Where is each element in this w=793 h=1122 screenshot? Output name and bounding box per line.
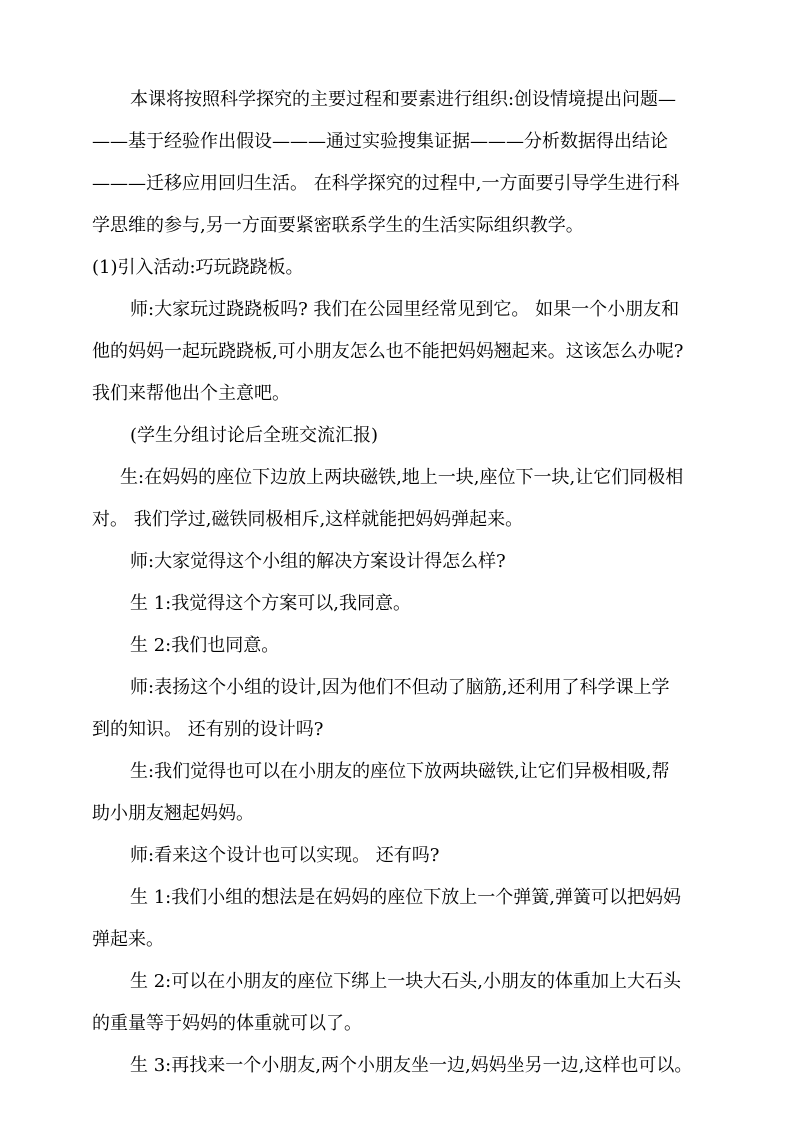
text-line: ———迁移应用回归生活。 在科学探究的过程中,一方面要引导学生进行科 [92,173,680,194]
text-line: 生 3:再找来一个小朋友,两个小朋友坐一边,妈妈坐另一边,这样也可以。 [130,1055,693,1076]
text-line: 生 1:我觉得这个方案可以,我同意。 [130,593,411,614]
text-line: 生 1:我们小组的想法是在妈妈的座位下放上一个弹簧,弹簧可以把妈妈 [130,887,681,908]
text-line: ——基于经验作出假设———通过实验搜集证据———分析数据得出结论 [92,131,668,152]
text-line: (学生分组讨论后全班交流汇报) [130,425,379,446]
text-line: 生:在妈妈的座位下边放上两块磁铁,地上一块,座位下一块,让它们同极相 [120,467,684,488]
text-line: 到的知识。 还有别的设计吗? [92,719,324,740]
text-line: 弹起来。 [92,929,164,950]
text-line: 生 2:可以在小朋友的座位下绑上一块大石头,小朋友的体重加上大石头 [130,971,681,992]
text-line: 对。 我们学过,磁铁同极相斥,这样就能把妈妈弹起来。 [92,509,524,530]
text-line: 师:大家玩过跷跷板吗? 我们在公园里经常见到它。 如果一个小朋友和 [130,299,680,320]
text-line: 助小朋友翘起妈妈。 [92,803,254,824]
text-line: 师:大家觉得这个小组的解决方案设计得怎么样? [130,551,506,572]
text-line: 生:我们觉得也可以在小朋友的座位下放两块磁铁,让它们异极相吸,帮 [130,761,670,782]
text-line: 他的妈妈一起玩跷跷板,可小朋友怎么也不能把妈妈翘起来。这该怎么办呢? [92,341,684,362]
section-heading: (1)引入活动:巧玩跷跷板。 [92,257,304,278]
text-line: 的重量等于妈妈的体重就可以了。 [92,1013,362,1034]
text-line: 师:表扬这个小组的设计,因为他们不但动了脑筋,还利用了科学课上学 [130,677,670,698]
text-line: 学思维的参与,另一方面要紧密联系学生的生活实际组织教学。 [92,215,584,236]
text-line: 师:看来这个设计也可以实现。 还有吗? [130,845,440,866]
text-line: 我们来帮他出个主意吧。 [92,383,290,404]
text-line: 本课将按照科学探究的主要过程和要素进行组织:创设情境提出问题— [130,89,677,110]
text-line: 生 2:我们也同意。 [130,635,280,656]
